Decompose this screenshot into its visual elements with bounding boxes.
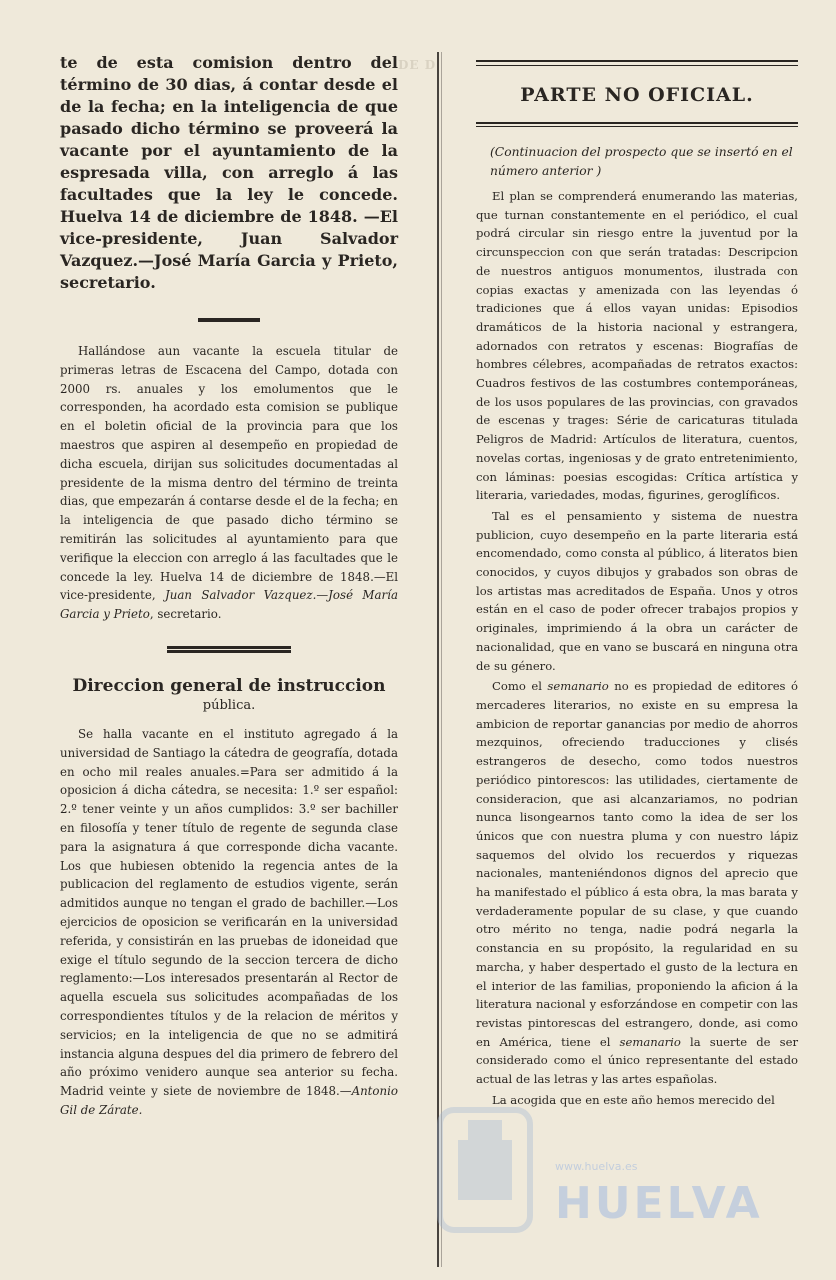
- left-paragraph-3: [60, 725, 398, 1120]
- watermark-text: HUELVA: [555, 1178, 763, 1229]
- left-paragraph-1: te de esta comision dentro del término de 30 dias, á contar desde el de la fecha; en la inteligencia de que pasado dicho término se proveerá la vacante por el ayuntamiento de la espresada villa, con arreglo á las facultades que la ley le concede. Huelva 14 de diciembre de 1848. —El vice-presidente, Juan Salvador Vazquez.—José María Garcia y Prieto, secretario.: [60, 53, 398, 292]
- right-paragraph-3-c: la suerte de ser considerado como el único representante del estado actual de las letras y las artes españolas.: [476, 1034, 798, 1087]
- bleed-through-text: DE D: [398, 58, 437, 72]
- left-paragraph-2-end: , secretario.: [149, 607, 222, 622]
- watermark-url: www.huelva.es: [555, 1160, 638, 1173]
- right-paragraph-3-a: Como el: [492, 679, 548, 694]
- left-paragraph-2-text: Hallándose aun vacante la escuela titular de primeras letras de Escacena del Campo, dotada con 2000 rs. anuales y los emolumentos que le corresponden, ha acordado esta comision se publique en el boletin oficial de la provincia para que los maestros que aspiren al desempeño en propiedad de dicha escuela, dirijan sus solicitudes documentadas al presidente de la misma dentro del término de treinta dias, que empezarán á contarse desde el de la fecha; en la inteligencia de que pasado dicho término se remitirán las solicitudes al ayuntamiento para que verifique la eleccion con arreglo á las facultades que le concede la ley. Huelva 14 de diciembre de 1848.—El vice-presidente,: [60, 344, 398, 603]
- left-column: [60, 44, 398, 1120]
- section-heading: Direccion general de instruccion: [72, 675, 386, 696]
- continuation-note: (Continuacion del prospecto que se insertó en el número anterior ): [490, 145, 793, 178]
- left-paragraph-2: [60, 342, 398, 624]
- right-column: [476, 60, 798, 1111]
- column-divider: [437, 52, 439, 1267]
- right-paragraph-3-em1: semanario: [547, 679, 609, 694]
- right-paragraph-2: Tal es el pensamiento y sistema de nuestra publicion, cuyo desempeño en la parte literaria está encomendado, como consta al público, á literatos bien conocidos, y cuyos dibujos y grabados son obras de los artistas mas acreditados de España. Unos y otros están en el caso de poder ofrecer trabajos propios y originales, imprimiendo á la obra un carácter de nacionalidad, que en vano se buscará en ninguna otra de su género.: [476, 508, 798, 673]
- right-paragraph-3: [476, 677, 798, 1088]
- column-divider-shadow: [441, 52, 442, 1267]
- left-paragraph-3-text: Se halla vacante en el instituto agregado á la universidad de Santiago la cátedra de geografía, dotada en ocho mil reales anuales.=Para ser admitido á la oposicion á dicha cátedra, se necesita: 1.º ser español: 2.º tener veinte y un años cumplidos: 3.º ser bachiller en filosofía y tener título de regente de segunda clase para la asignatura á que corresponde dicha vacante. Los que hubiesen obtenido la regencia antes de la publicacion del reglamento de estudios vigente, serán admitidos aunque no tengan el grado de bachiller.—Los ejercicios de oposicion se verificarán en la universidad referida, y consistirán en las pruebas de idoneidad que exige el título segundo de la seccion tercera de dicho reglamento:—Los interesados presentarán al Rector de aquella escuela sus solicitudes acompañadas de los correspondientes títulos y de la relacion de méritos y servicios; en la inteligencia de que no se admitirá instancia alguna despues del dia primero de febrero del año próximo venidero aunque sea anterior su fecha. Madrid veinte y siete de noviembre de 1848.—: [60, 726, 398, 1099]
- left-paragraph-3-signature: Antonio Gil de Zárate.: [60, 1084, 398, 1117]
- section-subheading: pública.: [202, 697, 256, 713]
- top-rules: [476, 60, 798, 66]
- separator-rule: [198, 318, 260, 322]
- section-title: PARTE NO OFICIAL.: [520, 84, 754, 106]
- title-rules: [476, 122, 798, 127]
- double-separator-rule: [167, 646, 291, 653]
- right-paragraph-3-b: no es propiedad de editores ó mercaderes literarios, no existe en su empresa la ambicion de reportar ganancias por medio de ahorros mezquinos, ofreciendo traducciones y clisés estrangeros de desecho, como todos nuestros periódico pintorescos: las utilidades, ciertamente de consideracion, que asi alcanzariamos, no podrian nunca lisongearnos tanto como la idea de ser los únicos que con nuestra pluma y con nuestro lápiz saquemos del olvido los recuerdos y riquezas nacionales, manteniéndonos dignos del aprecio que ha manifestado el público á esta obra, la mas barata y verdaderamente popular de su clase, y que cuando otro mérito no tenga, nadie podrá negarla la constancia en su propósito, la regularidad en su marcha, y haber despertado el gusto de la lectura en el interior de las familias, proponiendo la aficion á la literatura nacional y esforzándose en competir con las revistas pintorescas del estrangero, donde, asi como en América, tiene el: [476, 679, 799, 1049]
- right-paragraph-4: La acogida que en este año hemos merecido del: [492, 1092, 775, 1107]
- right-paragraph-1: El plan se comprenderá enumerando las materias, que turnan constantemente en el periódico, el cual podrá circular sin riesgo entre la juventud por la circunspeccion con que serán tratadas: Descripcion de nuestros antiguos monumentos, ilustrada con copias exactas y amenizada con las leyendas ó tradiciones que á ellos vayan unidas: Episodios dramáticos de la historia nacional y estrangera, adornados con retratos y escenas: Biografías de hombres célebres, acompañadas de retratos exactos: Cuadros festivos de las costumbres contemporáneas, de los usos populares de las provincias, con gravados de escenas y trages: Série de caricaturas titulada Peligros de Madrid: Artículos de literatura, cuentos, novelas cortas, ingeniosas y de grato entretenimiento, con láminas: poesias escogidas: Crítica artística y literaria, variedades, modas, figurines, geroglíficos.: [476, 189, 798, 503]
- left-paragraph-2-names: Juan Salvador Vazquez.—José María Garcia y Prieto: [60, 588, 398, 622]
- right-paragraph-3-em2: semanario: [619, 1034, 681, 1049]
